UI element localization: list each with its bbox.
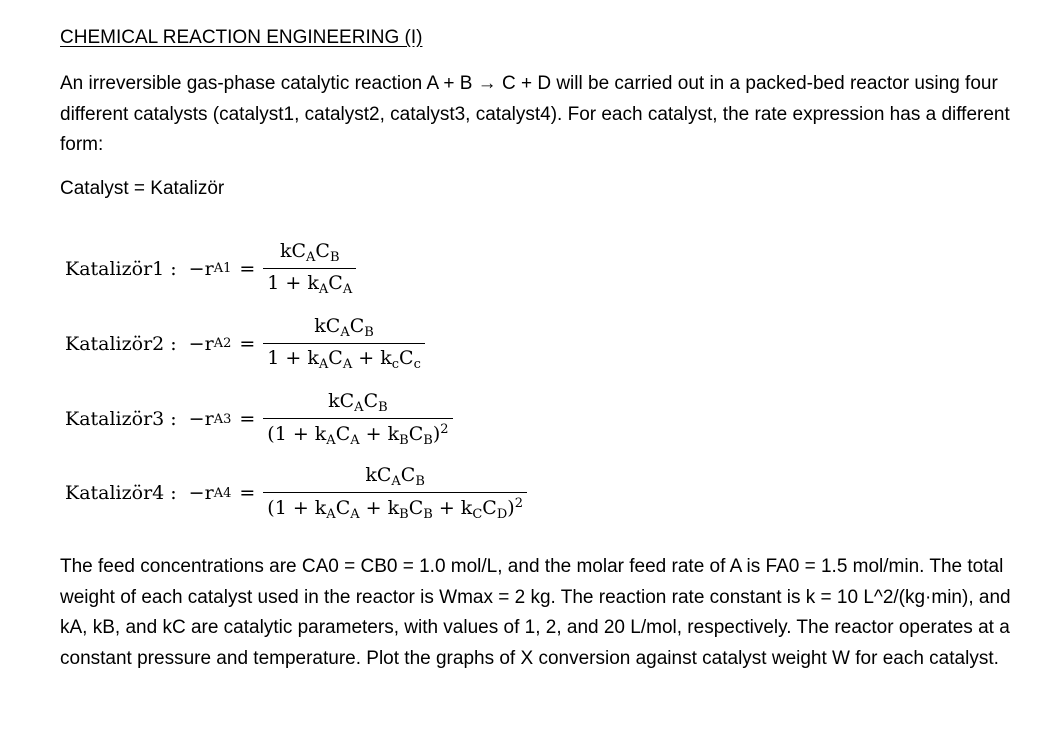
rate-equation-2 [65,315,425,372]
colon-symbol: : [170,482,177,504]
fraction-numerator: $kC_AC_B$ [314,315,374,340]
rate-lhs: −r A3 [188,408,232,430]
rate-fraction [263,390,452,448]
rate-equation-4 [65,464,527,522]
colon-symbol: : [170,408,177,430]
rate-subscript: A1 [213,261,232,276]
equals-symbol: = [239,332,256,355]
rate-lhs: −r A4 [188,482,232,504]
equation-label: Katalizör4 [65,482,165,504]
rate-subscript: A3 [213,411,232,427]
rate-subscript: A2 [213,336,232,351]
intro-paragraph: An irreversible gas-phase catalytic reaction A + B → C + D will be carried out in a packed-bed reactor using four different catalysts (catalyst1, catalyst2, catalyst3, catalyst4). For each catalyst, the rate expression has a different form: [60,73,1010,155]
rate-subscript: A4 [213,485,232,501]
fraction-numerator: $kC_AC_B$ [328,390,388,415]
equals-symbol: = [239,257,256,280]
rate-lhs: −r A2 [188,332,232,355]
feed-conditions-paragraph: The feed concentrations are CA0 = CB0 = 1.0 mol/L, and the molar feed rate of A is FA0 = 1.5 mol/min. The total weight of each catalyst used in the reactor is Wmax = 2 kg. The reaction rate constant is k = 10 L^2/(kg·min), and kA, kB, and kC are catalytic parameters, with values of 1, 2, and 20 L/mol, respectively. The reactor operates at a constant pressure and temperature. Plot the graphs of X conversion against catalyst weight W for each catalyst. [60,556,1011,669]
rate-fraction [263,464,527,522]
fraction-denominator: $(1 + k_AC_A + k_BC_B)^2$ [263,418,452,448]
fraction-numerator: $kC_AC_B$ [365,464,425,489]
rate-fraction [263,315,425,372]
equation-label: Katalizör2 [65,332,165,355]
equals-symbol: = [239,482,256,504]
catalyst-translation: Catalyst = Katalizör [60,178,225,199]
fraction-denominator: $1 + k_AC_A + k_cC_c$ [263,343,425,372]
fraction-denominator: $(1 + k_AC_A + k_BC_B + k_CC_D)^2$ [263,492,527,522]
rate-lhs: −r A1 [188,257,232,280]
equals-symbol: = [239,408,256,430]
colon-symbol: : [170,257,177,280]
rate-equation-3 [65,390,453,448]
equation-label: Katalizör1 [65,257,165,280]
rate-equation-1 [65,240,356,297]
document-title: CHEMICAL REACTION ENGINEERING (I) [60,27,423,48]
fraction-denominator: $1 + k_AC_A$ [263,268,356,297]
rate-fraction [263,240,356,297]
equation-label: Katalizör3 [65,408,165,430]
colon-symbol: : [170,332,177,355]
fraction-numerator: $kC_AC_B$ [279,240,340,265]
